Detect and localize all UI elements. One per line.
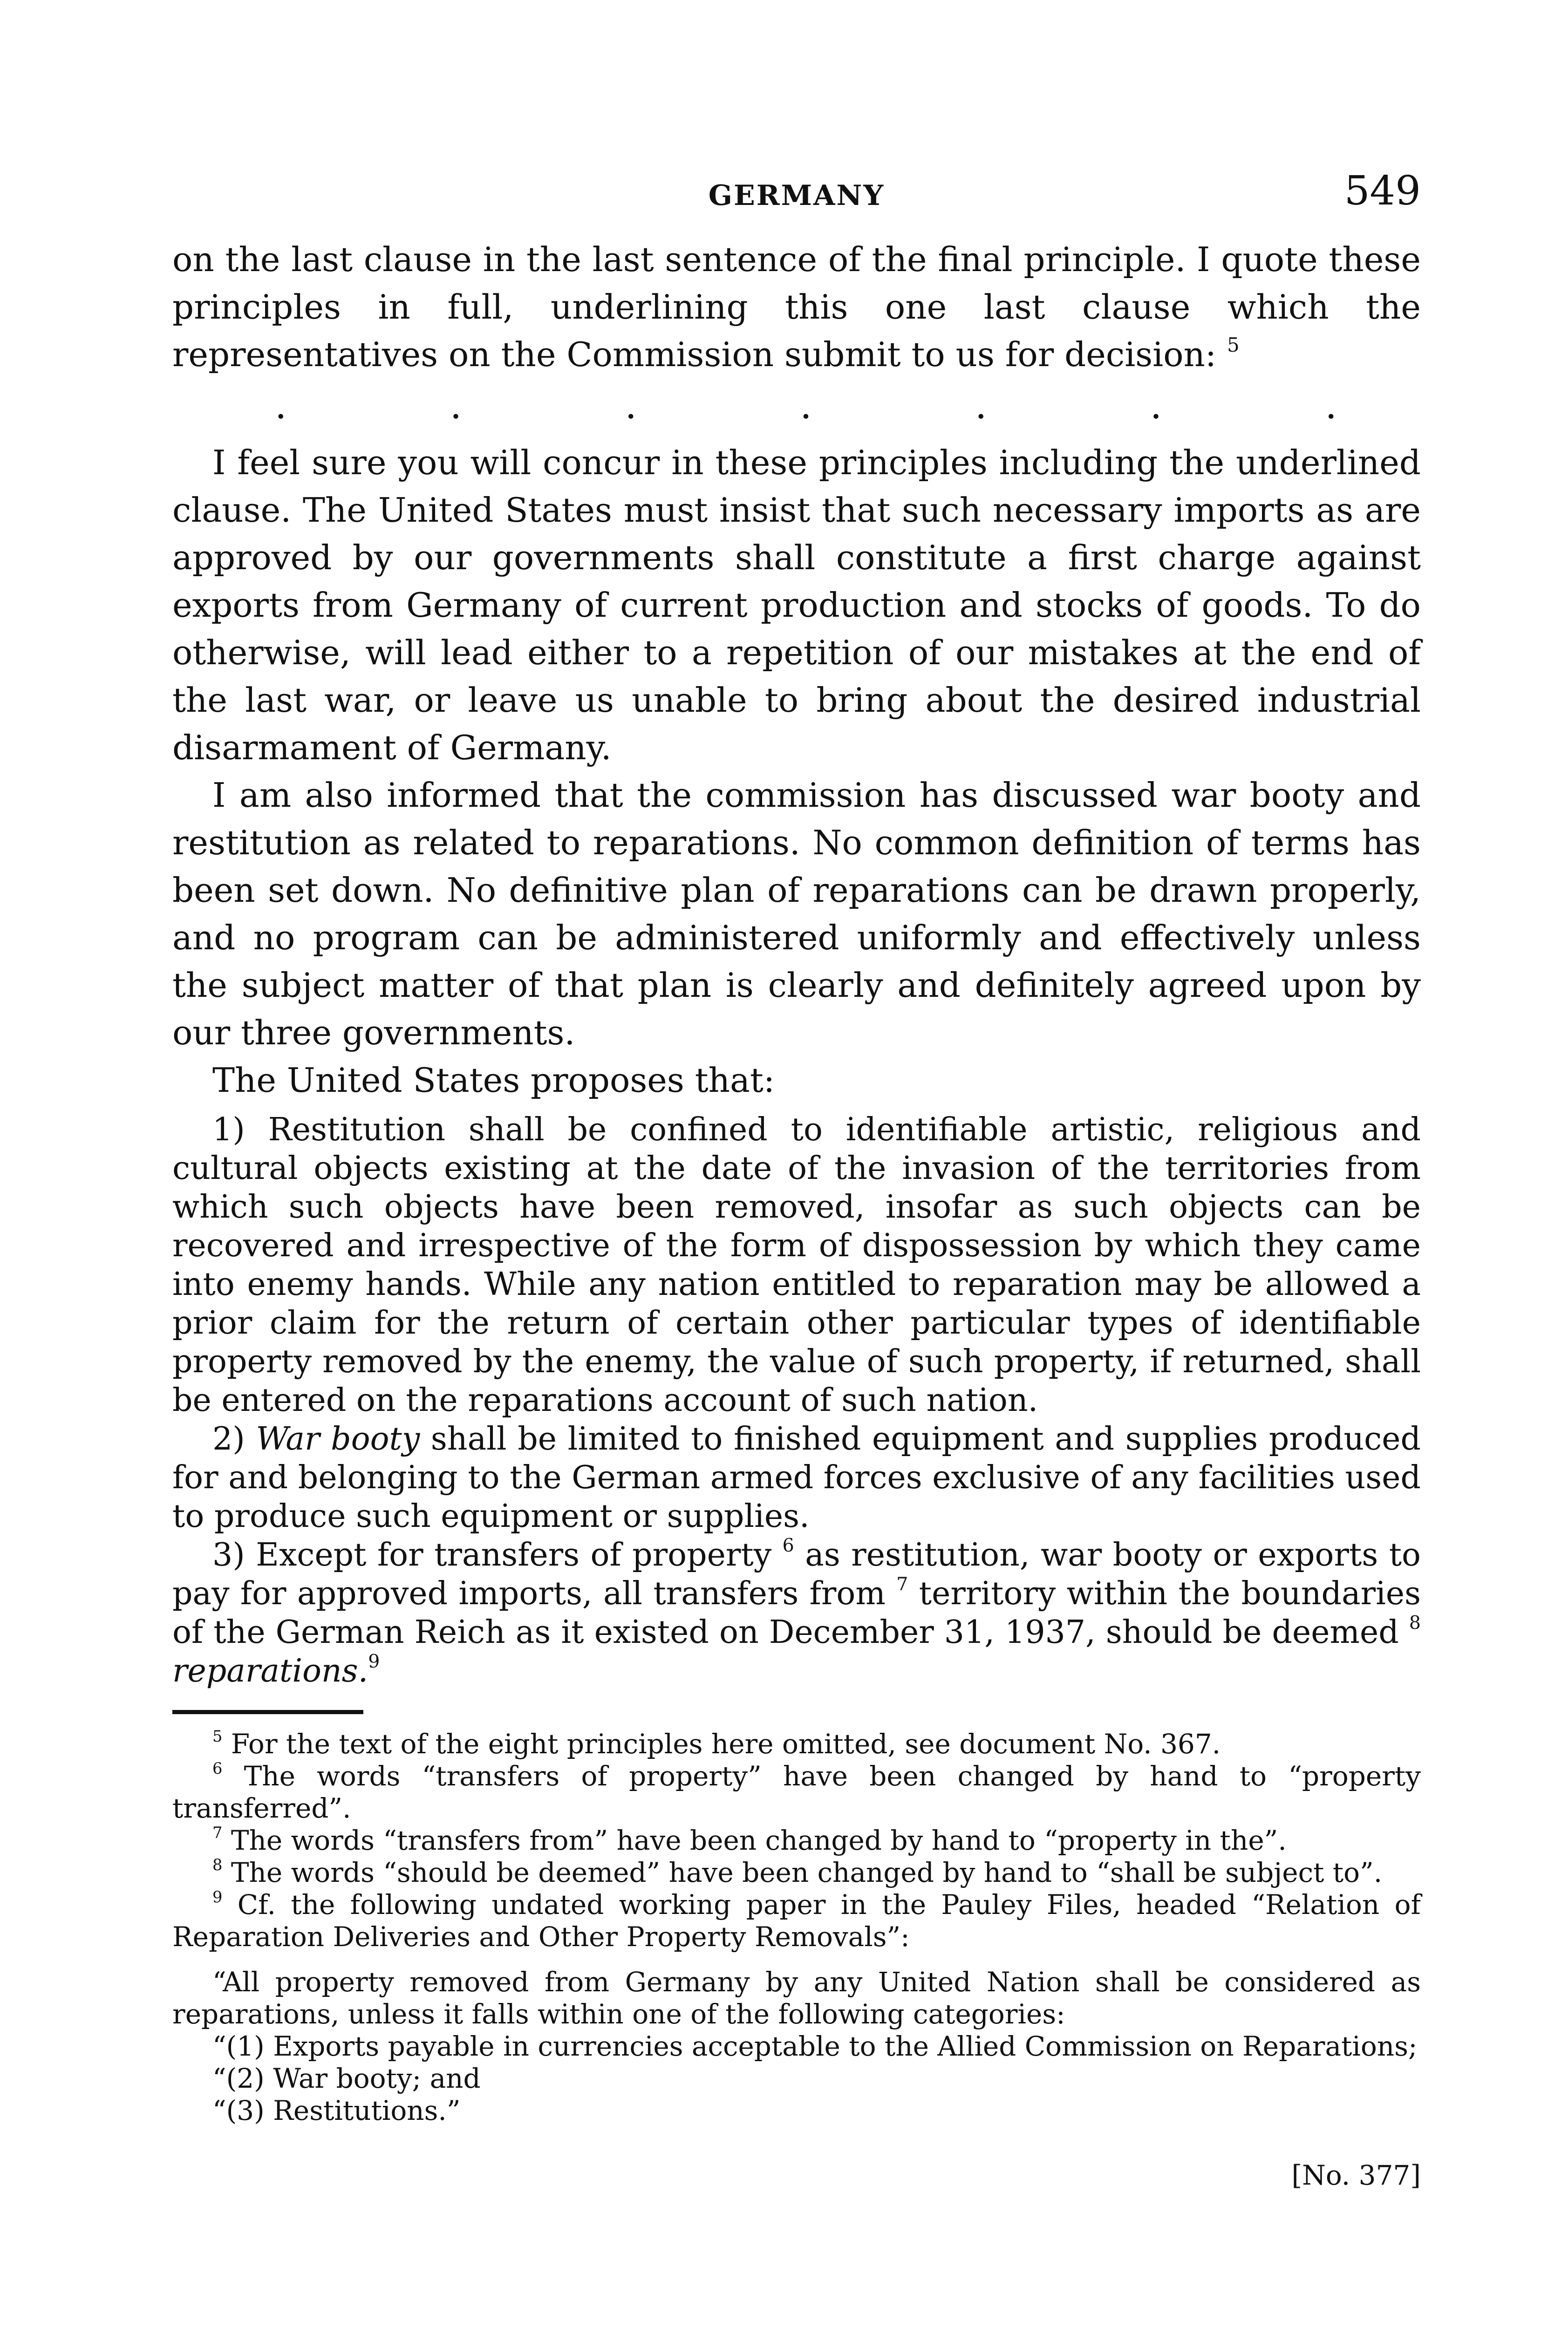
proposal-text: 3) Except for transfers of property	[212, 1537, 772, 1573]
ellipsis-dot: .	[1325, 384, 1337, 427]
ellipsis-dot: .	[275, 384, 287, 427]
proposal-item-2	[172, 1420, 1421, 1536]
term-reparations: reparations.	[172, 1653, 368, 1689]
footnote-ref-9: 9	[368, 1651, 380, 1673]
ellipsis-dot: .	[450, 384, 462, 427]
footnote	[172, 1728, 1421, 1760]
running-header	[172, 168, 1421, 233]
footnote-text: Cf. the following undated working paper in the Pauley Files, headed “Relation of Reparation Deliveries and Other Property Removals”:	[172, 1889, 1421, 1953]
footnote-quotation	[172, 1966, 1421, 2127]
ellipsis-dot: .	[625, 384, 637, 427]
footnote-mark: 8	[212, 1855, 223, 1874]
footnotes	[172, 1728, 1421, 2127]
intro-text: on the last clause in the last sentence of the final principle. I quote these principles in full, underlining this one last clause which the representatives on the Commission submit to us for decision:	[172, 240, 1421, 374]
footnote-ref-5: 5	[1227, 333, 1240, 356]
ellipsis-dot: .	[1150, 384, 1162, 427]
footnote-ref-6: 6	[782, 1535, 794, 1557]
footnote-text: The words “should be deemed” have been changed by hand to “shall be subject to”.	[231, 1857, 1383, 1888]
proposal-text: territory within the boundaries of the German Reich as it existed on December 31, 1937, should be deemed	[172, 1575, 1421, 1651]
paragraph-concur: I feel sure you will concur in these principles including the underlined clause. The United States must insist that such necessary imports as are approved by our governments shall constitute a first charge against exports from Germany of current production and stocks of goods. To do otherwise, will lead either to a repetition of our mistakes at the end of the last war, or leave us unable to bring about the desired industrial disarmament of Germany.	[172, 443, 1421, 767]
main-text	[172, 236, 1421, 1104]
footnote-mark: 6	[212, 1759, 223, 1777]
quotation-item: “(3) Restitutions.”	[212, 2095, 461, 2126]
footnote	[172, 1825, 1421, 1857]
proposal-text: shall be limited to finished equipment and supplies produced for and belonging to the German armed forces exclusive of any facilities used to produce such equipment or supplies.	[172, 1421, 1421, 1535]
proposal-item-3	[172, 1536, 1421, 1690]
footnote-ref-7: 7	[896, 1573, 908, 1595]
term-war-booty: War booty	[256, 1421, 420, 1457]
ellipsis-dot: .	[800, 384, 812, 427]
footnote-text: The words “transfers from” have been changed by hand to “property in the”.	[231, 1825, 1287, 1856]
footnote-mark: 7	[212, 1823, 223, 1842]
proposal-text: as restitution, war booty or exports to pay for approved imports, all transfers from	[172, 1537, 1421, 1612]
footnote-divider	[172, 1710, 363, 1714]
proposals-block	[172, 1110, 1421, 1690]
document-reference: [No. 377]	[1291, 2159, 1421, 2191]
ellipsis-dot: .	[975, 384, 987, 427]
footnote	[172, 1889, 1421, 1953]
proposal-number: 2)	[212, 1421, 245, 1457]
proposal-item-1: 1) Restitution shall be confined to identifiable artistic, religious and cultural objects existing at the date of the invasion of the territories from which such objects have been removed, insofar as such objects can be recovered and irrespective of the form of dispossession by which they came into enemy hands. While any nation entitled to reparation may be allowed a prior claim for the return of certain other particular types of identifiable property removed by the enemy, the value of such property, if returned, shall be entered on the reparations account of such nation.	[172, 1111, 1421, 1419]
intro-paragraph	[172, 236, 1421, 378]
quotation-intro: “All property removed from Germany by any United Nation shall be considered as reparations, unless it falls within one of the following categories:	[172, 1966, 1421, 2030]
footnote-text: For the text of the eight principles here omitted, see document No. 367.	[231, 1728, 1221, 1760]
footnote	[172, 1857, 1421, 1889]
quotation-item: “(2) War booty; and	[212, 2063, 481, 2094]
footnote-mark: 9	[212, 1887, 223, 1906]
omission-ellipsis	[172, 378, 1421, 439]
running-title: GERMANY	[708, 179, 885, 212]
footnote-mark: 5	[212, 1727, 223, 1745]
footnote-text: The words “transfers of property” have been changed by hand to “property transferred”.	[172, 1760, 1421, 1824]
quotation-item: “(1) Exports payable in currencies acceptable to the Allied Commission on Reparations;	[212, 2030, 1418, 2062]
footnote-ref-8: 8	[1409, 1612, 1421, 1634]
paragraph-informed: I am also informed that the commission has discussed war booty and restitution as related to reparations. No common definition of terms has been set down. No definitive plan of reparations can be drawn properly, and no program can be administered uniformly and effectively unless the subject matter of that plan is clearly and definitely agreed upon by our three governments.	[172, 776, 1421, 1052]
footnote	[172, 1760, 1421, 1825]
page-number: 549	[1344, 168, 1421, 214]
document-page	[172, 168, 1421, 2329]
paragraph-proposes: The United States proposes that:	[212, 1061, 775, 1100]
